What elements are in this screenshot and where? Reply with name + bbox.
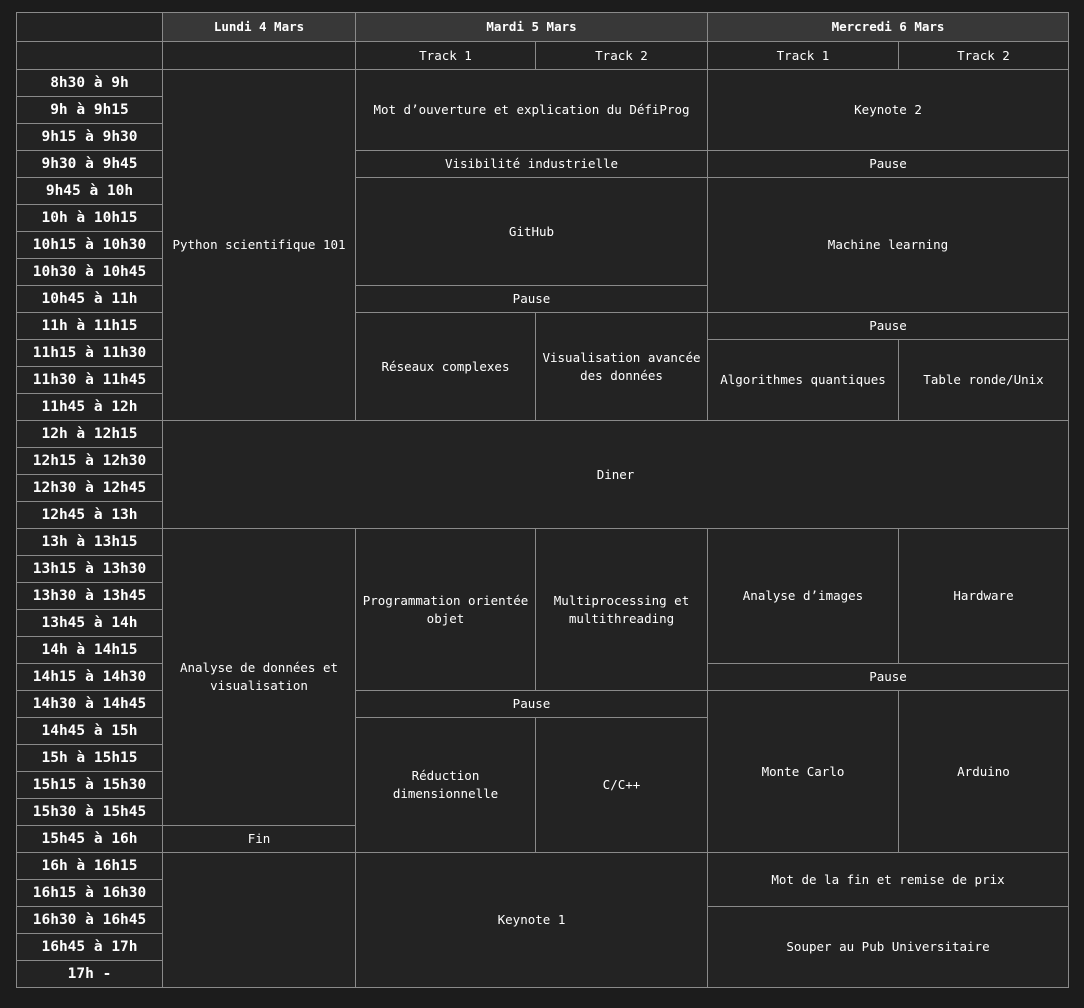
session-table-ronde-unix: Table ronde/Unix — [899, 340, 1069, 421]
time-slot: 15h15 à 15h30 — [17, 772, 163, 799]
time-slot: 10h45 à 11h — [17, 286, 163, 313]
time-slot: 8h30 à 9h — [17, 70, 163, 97]
time-slot: 10h15 à 10h30 — [17, 232, 163, 259]
time-slot: 16h45 à 17h — [17, 934, 163, 961]
day-header-row — [17, 13, 1069, 42]
session-fin: Fin — [163, 826, 356, 853]
time-slot: 16h30 à 16h45 — [17, 907, 163, 934]
session-mot-fin: Mot de la fin et remise de prix — [708, 853, 1069, 907]
time-slot: 9h15 à 9h30 — [17, 124, 163, 151]
time-slot: 13h45 à 14h — [17, 610, 163, 637]
time-row — [17, 70, 1069, 97]
session-arduino: Arduino — [899, 691, 1069, 853]
day-header-mercredi: Mercredi 6 Mars — [708, 13, 1069, 42]
time-slot: 13h à 13h15 — [17, 529, 163, 556]
session-github: GitHub — [356, 178, 708, 286]
time-slot: 10h à 10h15 — [17, 205, 163, 232]
session-monte-carlo: Monte Carlo — [708, 691, 899, 853]
time-slot: 12h45 à 13h — [17, 502, 163, 529]
session-analyse-images: Analyse d’images — [708, 529, 899, 664]
empty-cell-lundi — [163, 853, 356, 988]
time-slot: 13h15 à 13h30 — [17, 556, 163, 583]
time-slot: 11h30 à 11h45 — [17, 367, 163, 394]
session-programmation-objet: Programmation orientée objet — [356, 529, 536, 691]
time-slot: 9h45 à 10h — [17, 178, 163, 205]
track-header-mardi-1: Track 1 — [356, 42, 536, 70]
session-diner: Diner — [163, 421, 1069, 529]
track-header-mercredi-2: Track 2 — [899, 42, 1069, 70]
time-slot: 14h30 à 14h45 — [17, 691, 163, 718]
session-hardware: Hardware — [899, 529, 1069, 664]
session-pause: Pause — [708, 313, 1069, 340]
corner-cell — [17, 13, 163, 42]
time-slot: 10h30 à 10h45 — [17, 259, 163, 286]
time-slot: 14h45 à 15h — [17, 718, 163, 745]
session-algorithmes-quantiques: Algorithmes quantiques — [708, 340, 899, 421]
track-corner-cell — [17, 42, 163, 70]
day-header-lundi: Lundi 4 Mars — [163, 13, 356, 42]
track-header-row — [17, 42, 1069, 70]
time-slot: 15h30 à 15h45 — [17, 799, 163, 826]
time-slot: 12h15 à 12h30 — [17, 448, 163, 475]
time-slot: 17h - — [17, 961, 163, 988]
time-slot: 11h15 à 11h30 — [17, 340, 163, 367]
session-keynote-1: Keynote 1 — [356, 853, 708, 988]
time-slot: 16h15 à 16h30 — [17, 880, 163, 907]
session-c-cpp: C/C++ — [536, 718, 708, 853]
time-slot: 13h30 à 13h45 — [17, 583, 163, 610]
track-header-mardi-2: Track 2 — [536, 42, 708, 70]
time-slot: 11h45 à 12h — [17, 394, 163, 421]
time-slot: 16h à 16h15 — [17, 853, 163, 880]
session-pause: Pause — [708, 664, 1069, 691]
time-slot: 14h15 à 14h30 — [17, 664, 163, 691]
session-python-scientifique: Python scientifique 101 — [163, 70, 356, 421]
day-header-mardi: Mardi 5 Mars — [356, 13, 708, 42]
time-row — [17, 529, 1069, 556]
time-row — [17, 421, 1069, 448]
time-slot: 15h45 à 16h — [17, 826, 163, 853]
time-slot: 9h30 à 9h45 — [17, 151, 163, 178]
session-analyse-donnees: Analyse de données et visualisation — [163, 529, 356, 826]
session-pause: Pause — [356, 286, 708, 313]
session-pause: Pause — [708, 151, 1069, 178]
time-slot: 14h à 14h15 — [17, 637, 163, 664]
session-reduction-dimensionnelle: Réduction dimensionnelle — [356, 718, 536, 853]
schedule-table — [16, 12, 1069, 988]
time-row — [17, 853, 1069, 880]
time-slot: 9h à 9h15 — [17, 97, 163, 124]
session-visibilite-industrielle: Visibilité industrielle — [356, 151, 708, 178]
track-header-mercredi-1: Track 1 — [708, 42, 899, 70]
session-keynote-2: Keynote 2 — [708, 70, 1069, 151]
time-slot: 15h à 15h15 — [17, 745, 163, 772]
time-slot: 12h à 12h15 — [17, 421, 163, 448]
session-mot-ouverture: Mot d’ouverture et explication du DéfiProg — [356, 70, 708, 151]
schedule-container — [16, 12, 1069, 988]
session-machine-learning: Machine learning — [708, 178, 1069, 313]
track-blank-lundi — [163, 42, 356, 70]
time-slot: 12h30 à 12h45 — [17, 475, 163, 502]
session-multiprocessing: Multiprocessing et multithreading — [536, 529, 708, 691]
session-visualisation-avancee: Visualisation avancée des données — [536, 313, 708, 421]
session-pause: Pause — [356, 691, 708, 718]
session-souper-pub: Souper au Pub Universitaire — [708, 907, 1069, 988]
time-slot: 11h à 11h15 — [17, 313, 163, 340]
session-reseaux-complexes: Réseaux complexes — [356, 313, 536, 421]
